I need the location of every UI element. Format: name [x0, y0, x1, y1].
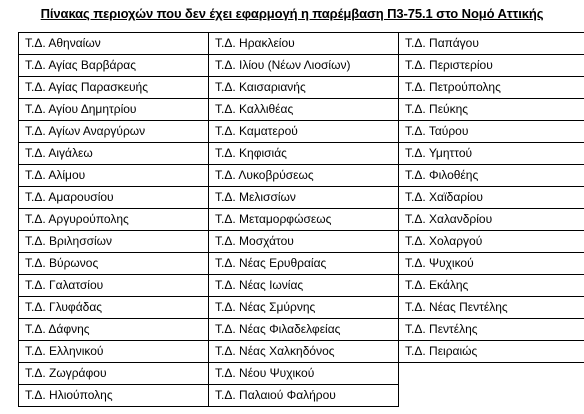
table-row — [19, 275, 584, 297]
area-cell: Τ.Δ. Αμαρουσίου — [19, 187, 209, 209]
table-row — [19, 209, 584, 231]
table-row — [19, 165, 584, 187]
area-cell: Τ.Δ. Κηφισιάς — [209, 143, 399, 165]
table-row — [19, 297, 584, 319]
area-cell: Τ.Δ. Μελισσίων — [209, 187, 399, 209]
area-cell: Τ.Δ. Υμηττού — [399, 143, 584, 165]
areas-table-body — [19, 33, 584, 407]
area-cell: Τ.Δ. Χαϊδαρίου — [399, 187, 584, 209]
area-cell: Τ.Δ. Ιλίου (Νέων Λιοσίων) — [209, 55, 399, 77]
area-cell: Τ.Δ. Νέας Ιωνίας — [209, 275, 399, 297]
table-row — [19, 33, 584, 55]
area-cell: Τ.Δ. Μεταμορφώσεως — [209, 209, 399, 231]
area-cell: Τ.Δ. Νέας Σμύρνης — [209, 297, 399, 319]
area-cell: Τ.Δ. Ταύρου — [399, 121, 584, 143]
table-row — [19, 55, 584, 77]
area-cell: Τ.Δ. Γλυφάδας — [19, 297, 209, 319]
area-cell: Τ.Δ. Πειραιώς — [399, 341, 584, 363]
table-row — [19, 341, 584, 363]
area-cell: Τ.Δ. Πετρούπολης — [399, 77, 584, 99]
table-row — [19, 231, 584, 253]
empty-cell — [399, 363, 584, 385]
table-row — [19, 99, 584, 121]
table-row — [19, 77, 584, 99]
area-cell: Τ.Δ. Ηρακλείου — [209, 33, 399, 55]
table-row — [19, 121, 584, 143]
area-cell: Τ.Δ. Αγίας Παρασκευής — [19, 77, 209, 99]
area-cell: Τ.Δ. Πεντέλης — [399, 319, 584, 341]
area-cell: Τ.Δ. Πεύκης — [399, 99, 584, 121]
area-cell: Τ.Δ. Καματερού — [209, 121, 399, 143]
table-row — [19, 319, 584, 341]
area-cell: Τ.Δ. Γαλατσίου — [19, 275, 209, 297]
area-cell: Τ.Δ. Εκάλης — [399, 275, 584, 297]
area-cell: Τ.Δ. Νέου Ψυχικού — [209, 363, 399, 385]
table-row — [19, 363, 584, 385]
area-cell: Τ.Δ. Λυκοβρύσεως — [209, 165, 399, 187]
area-cell: Τ.Δ. Βριλησσίων — [19, 231, 209, 253]
area-cell: Τ.Δ. Περιστερίου — [399, 55, 584, 77]
empty-cell — [399, 385, 584, 407]
table-row — [19, 385, 584, 407]
area-cell: Τ.Δ. Ψυχικού — [399, 253, 584, 275]
area-cell: Τ.Δ. Χαλανδρίου — [399, 209, 584, 231]
table-title: Πίνακας περιοχών που δεν έχει εφαρμογή η παρέμβαση Π3-75.1 στο Νομό Αττικής — [40, 6, 544, 21]
area-cell: Τ.Δ. Χολαργού — [399, 231, 584, 253]
area-cell: Τ.Δ. Ελληνικού — [19, 341, 209, 363]
area-cell: Τ.Δ. Νέας Χαλκηδόνος — [209, 341, 399, 363]
area-cell: Τ.Δ. Αθηναίων — [19, 33, 209, 55]
area-cell: Τ.Δ. Καλλιθέας — [209, 99, 399, 121]
area-cell: Τ.Δ. Αγίας Βαρβάρας — [19, 55, 209, 77]
area-cell: Τ.Δ. Αγίου Δημητρίου — [19, 99, 209, 121]
area-cell: Τ.Δ. Ηλιούπολης — [19, 385, 209, 407]
area-cell: Τ.Δ. Νέας Φιλαδελφείας — [209, 319, 399, 341]
area-cell: Τ.Δ. Μοσχάτου — [209, 231, 399, 253]
area-cell: Τ.Δ. Ζωγράφου — [19, 363, 209, 385]
area-cell: Τ.Δ. Παπάγου — [399, 33, 584, 55]
area-cell: Τ.Δ. Αγίων Αναργύρων — [19, 121, 209, 143]
area-cell: Τ.Δ. Αργυρούπολης — [19, 209, 209, 231]
areas-table — [18, 32, 584, 407]
area-cell: Τ.Δ. Παλαιού Φαλήρου — [209, 385, 399, 407]
area-cell: Τ.Δ. Καισαριανής — [209, 77, 399, 99]
table-row — [19, 253, 584, 275]
area-cell: Τ.Δ. Δάφνης — [19, 319, 209, 341]
area-cell: Τ.Δ. Νέας Πεντέλης — [399, 297, 584, 319]
area-cell: Τ.Δ. Νέας Ερυθραίας — [209, 253, 399, 275]
area-cell: Τ.Δ. Αιγάλεω — [19, 143, 209, 165]
area-cell: Τ.Δ. Βύρωνος — [19, 253, 209, 275]
area-cell: Τ.Δ. Φιλοθέης — [399, 165, 584, 187]
table-row — [19, 143, 584, 165]
table-row — [19, 187, 584, 209]
area-cell: Τ.Δ. Αλίμου — [19, 165, 209, 187]
